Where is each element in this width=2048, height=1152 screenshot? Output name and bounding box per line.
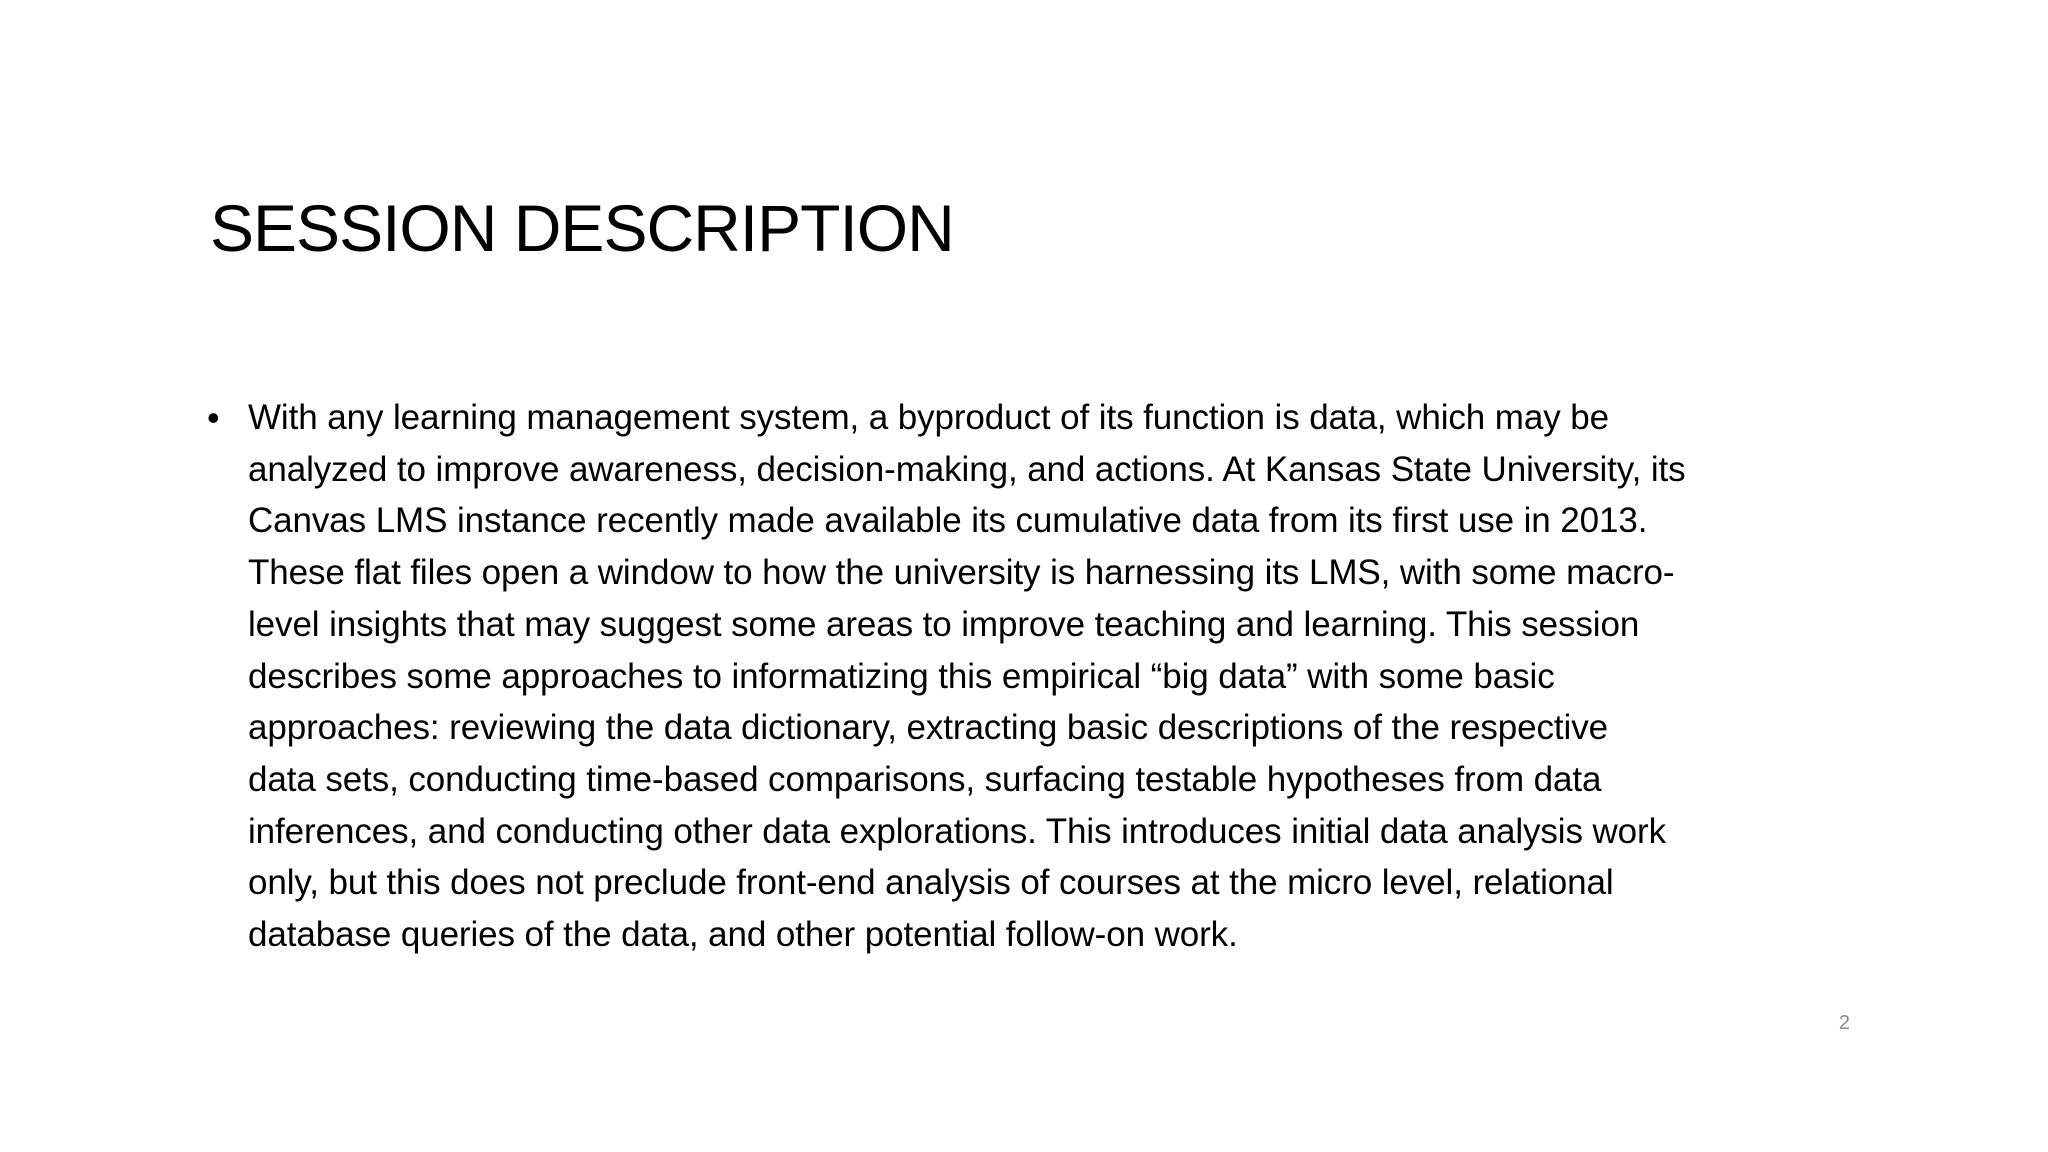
paragraph-line: With any learning management system, a byproduct of its function is data, which may be: [248, 398, 1609, 437]
paragraph-line: data sets, conducting time-based comparisons, surfacing testable hypotheses from data: [248, 759, 1602, 799]
paragraph-line: inferences, and conducting other data explorations. This introduces initial data analysis work: [248, 811, 1666, 851]
bullet-dot-icon: •: [207, 397, 220, 438]
bullet-paragraph: [248, 392, 1855, 961]
paragraph-line: These flat files open a window to how the university is harnessing its LMS, with some macro-: [248, 553, 1675, 593]
paragraph-line: level insights that may suggest some areas to improve teaching and learning. This session: [248, 604, 1640, 644]
paragraph-line: Canvas LMS instance recently made available its cumulative data from its first use in 2013.: [248, 501, 1648, 541]
paragraph-line: only, but this does not preclude front-end analysis of courses at the micro level, relational: [248, 863, 1614, 903]
paragraph-line: describes some approaches to informatizing this empirical “big data” with some basic: [248, 656, 1555, 696]
bullet-item: [205, 392, 1855, 961]
bullet-list: [205, 392, 1855, 961]
paragraph-line: database queries of the data, and other potential follow-on work.: [248, 915, 1238, 955]
slide-title: SESSION DESCRIPTION: [210, 191, 954, 265]
paragraph-line: analyzed to improve awareness, decision-making, and actions. At Kansas State University, its: [248, 449, 1686, 489]
page-number: 2: [1838, 1012, 1850, 1034]
paragraph-line: approaches: reviewing the data dictionary, extracting basic descriptions of the respective: [248, 708, 1608, 748]
